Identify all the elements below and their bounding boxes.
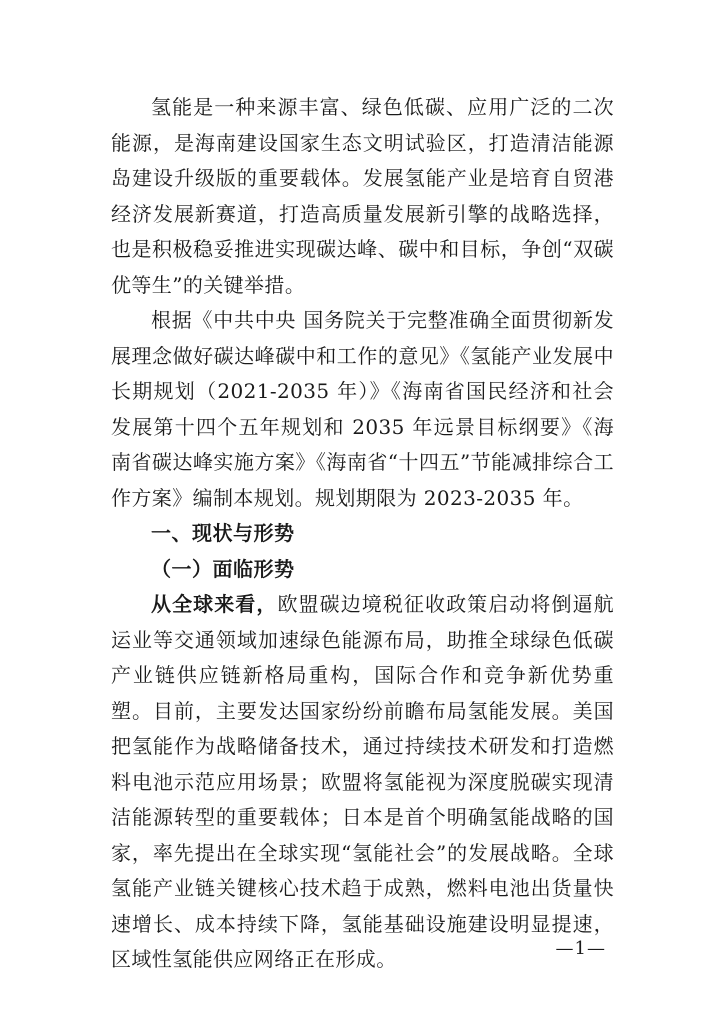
global-paragraph bbox=[111, 587, 614, 978]
subsection-heading: （一）面临形势 bbox=[151, 556, 295, 581]
intro-paragraph: 氢能是一种来源丰富、绿色低碳、应用广泛的二次能源，是海南建设国家生态文明试验区，打造清洁能源岛建设升级版的重要载体。发展氢能产业是培育自贸港经济发展新赛道，打造高质量发展新引擎的战略选择，也是积极稳妥推进实现碳达峰、碳中和目标，争创“双碳优等生”的关键举措。 bbox=[111, 95, 614, 297]
page-number: —1— bbox=[555, 938, 606, 959]
global-paragraph-lead: 从全球来看， bbox=[151, 592, 278, 616]
section-heading: 一、现状与形势 bbox=[151, 521, 295, 545]
document-body bbox=[111, 90, 614, 978]
global-paragraph-text: 欧盟碳边境税征收政策启动将倒逼航运业等交通领域加速绿色能源布局，助推全球绿色低碳产业链供应链新格局重构，国际合作和竞争新优势重塑。目前，主要发达国家纷纷前瞻布局氢能发展。美国把氢能作为战略储备技术，通过持续技术研发和打造燃料电池示范应用场景；欧盟将氢能视为深度脱碳实现清洁能源转型的重要载体；日本是首个明确氢能战略的国家，率先提出在全球实现“氢能社会”的发展战略。全球氢能产业链关键核心技术趋于成熟，燃料电池出货量快速增长、成本持续下降，氢能基础设施建设明显提速，区域性氢能供应网络正在形成。 bbox=[111, 592, 615, 971]
basis-paragraph: 根据《中共中央 国务院关于完整准确全面贯彻新发展理念做好碳达峰碳中和工作的意见》《氢能产业发展中长期规划（2021-2035 年）》《海南省国民经济和社会发展第十四个五年规划和 2035 年远景目标纲要》《海南省碳达峰实施方案》《海南省“十四五”节能减排综合工作方案》编制本规划。规划期限为 2023-2035 年。 bbox=[111, 308, 614, 510]
